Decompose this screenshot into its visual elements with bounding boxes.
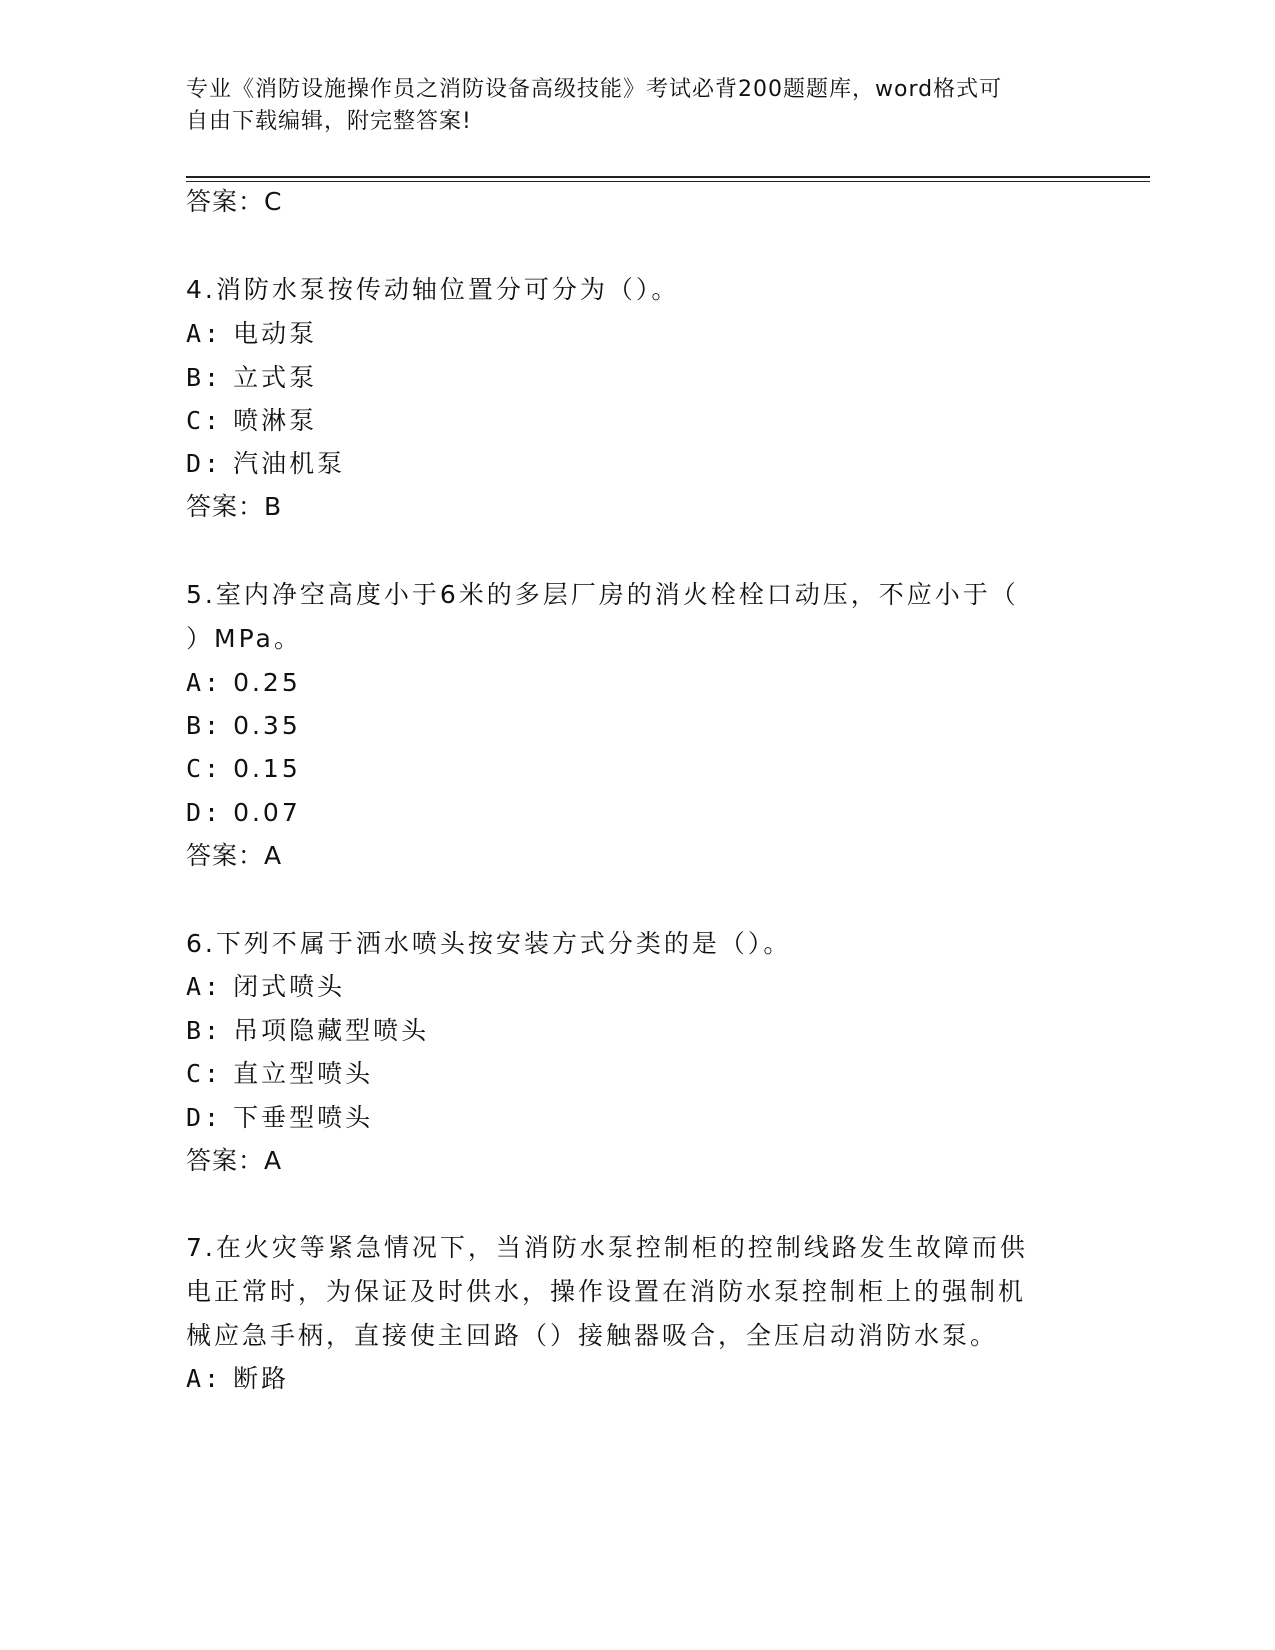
question-6-option-c: C: 直立型喷头: [186, 1059, 374, 1088]
question-6-option-a: A: 闭式喷头: [186, 972, 346, 1001]
document-header: [186, 74, 1066, 138]
question-7-stem-line-1: 7.在火灾等紧急情况下，当消防水泵控制柜的控制线路发生故障而供: [186, 1233, 1028, 1262]
question-6-option-b: B: 吊项隐藏型喷头: [186, 1016, 430, 1045]
question-4-option-b: B: 立式泵: [186, 363, 318, 392]
question-5-stem-line-1: 5.室内净空高度小于6米的多层厂房的消火栓栓口动压，不应小于（: [186, 580, 1019, 609]
header-divider-thin: [186, 181, 1150, 182]
question-5-option-a: A: 0.25: [186, 668, 301, 697]
question-6-answer: 答案：A: [186, 1146, 283, 1175]
question-7-option-a: A: 断路: [186, 1364, 290, 1393]
question-5-answer: 答案：A: [186, 841, 283, 870]
question-7-stem-line-2: 电正常时，为保证及时供水，操作设置在消防水泵控制柜上的强制机: [186, 1277, 1027, 1306]
question-4-option-c: C: 喷淋泵: [186, 406, 318, 435]
question-5-option-b: B: 0.35: [186, 711, 301, 740]
question-5-option-c: C: 0.15: [186, 754, 301, 783]
question-4-answer: 答案：B: [186, 492, 283, 521]
question-5-option-d: D: 0.07: [186, 798, 301, 827]
header-line-1: 专业《消防设施操作员之消防设备高级技能》考试必背200题题库，word格式可: [186, 77, 1003, 102]
question-4-stem: 4.消防水泵按传动轴位置分可分为（）。: [186, 275, 680, 304]
question-6-stem: 6.下列不属于洒水喷头按安装方式分类的是（）。: [186, 929, 792, 958]
question-4-option-d: D: 汽油机泵: [186, 449, 346, 478]
question-6-option-d: D: 下垂型喷头: [186, 1103, 374, 1132]
header-divider-thick: [186, 176, 1150, 178]
header-line-2: 自由下载编辑，附完整答案!: [186, 109, 472, 134]
question-5-stem-line-2: ）MPa。: [186, 624, 302, 653]
question-7-stem-line-3: 械应急手柄，直接使主回路（）接触器吸合，全压启动消防水泵。: [186, 1321, 999, 1350]
question-4-option-a: A: 电动泵: [186, 319, 318, 348]
previous-answer: 答案：C: [186, 187, 283, 216]
